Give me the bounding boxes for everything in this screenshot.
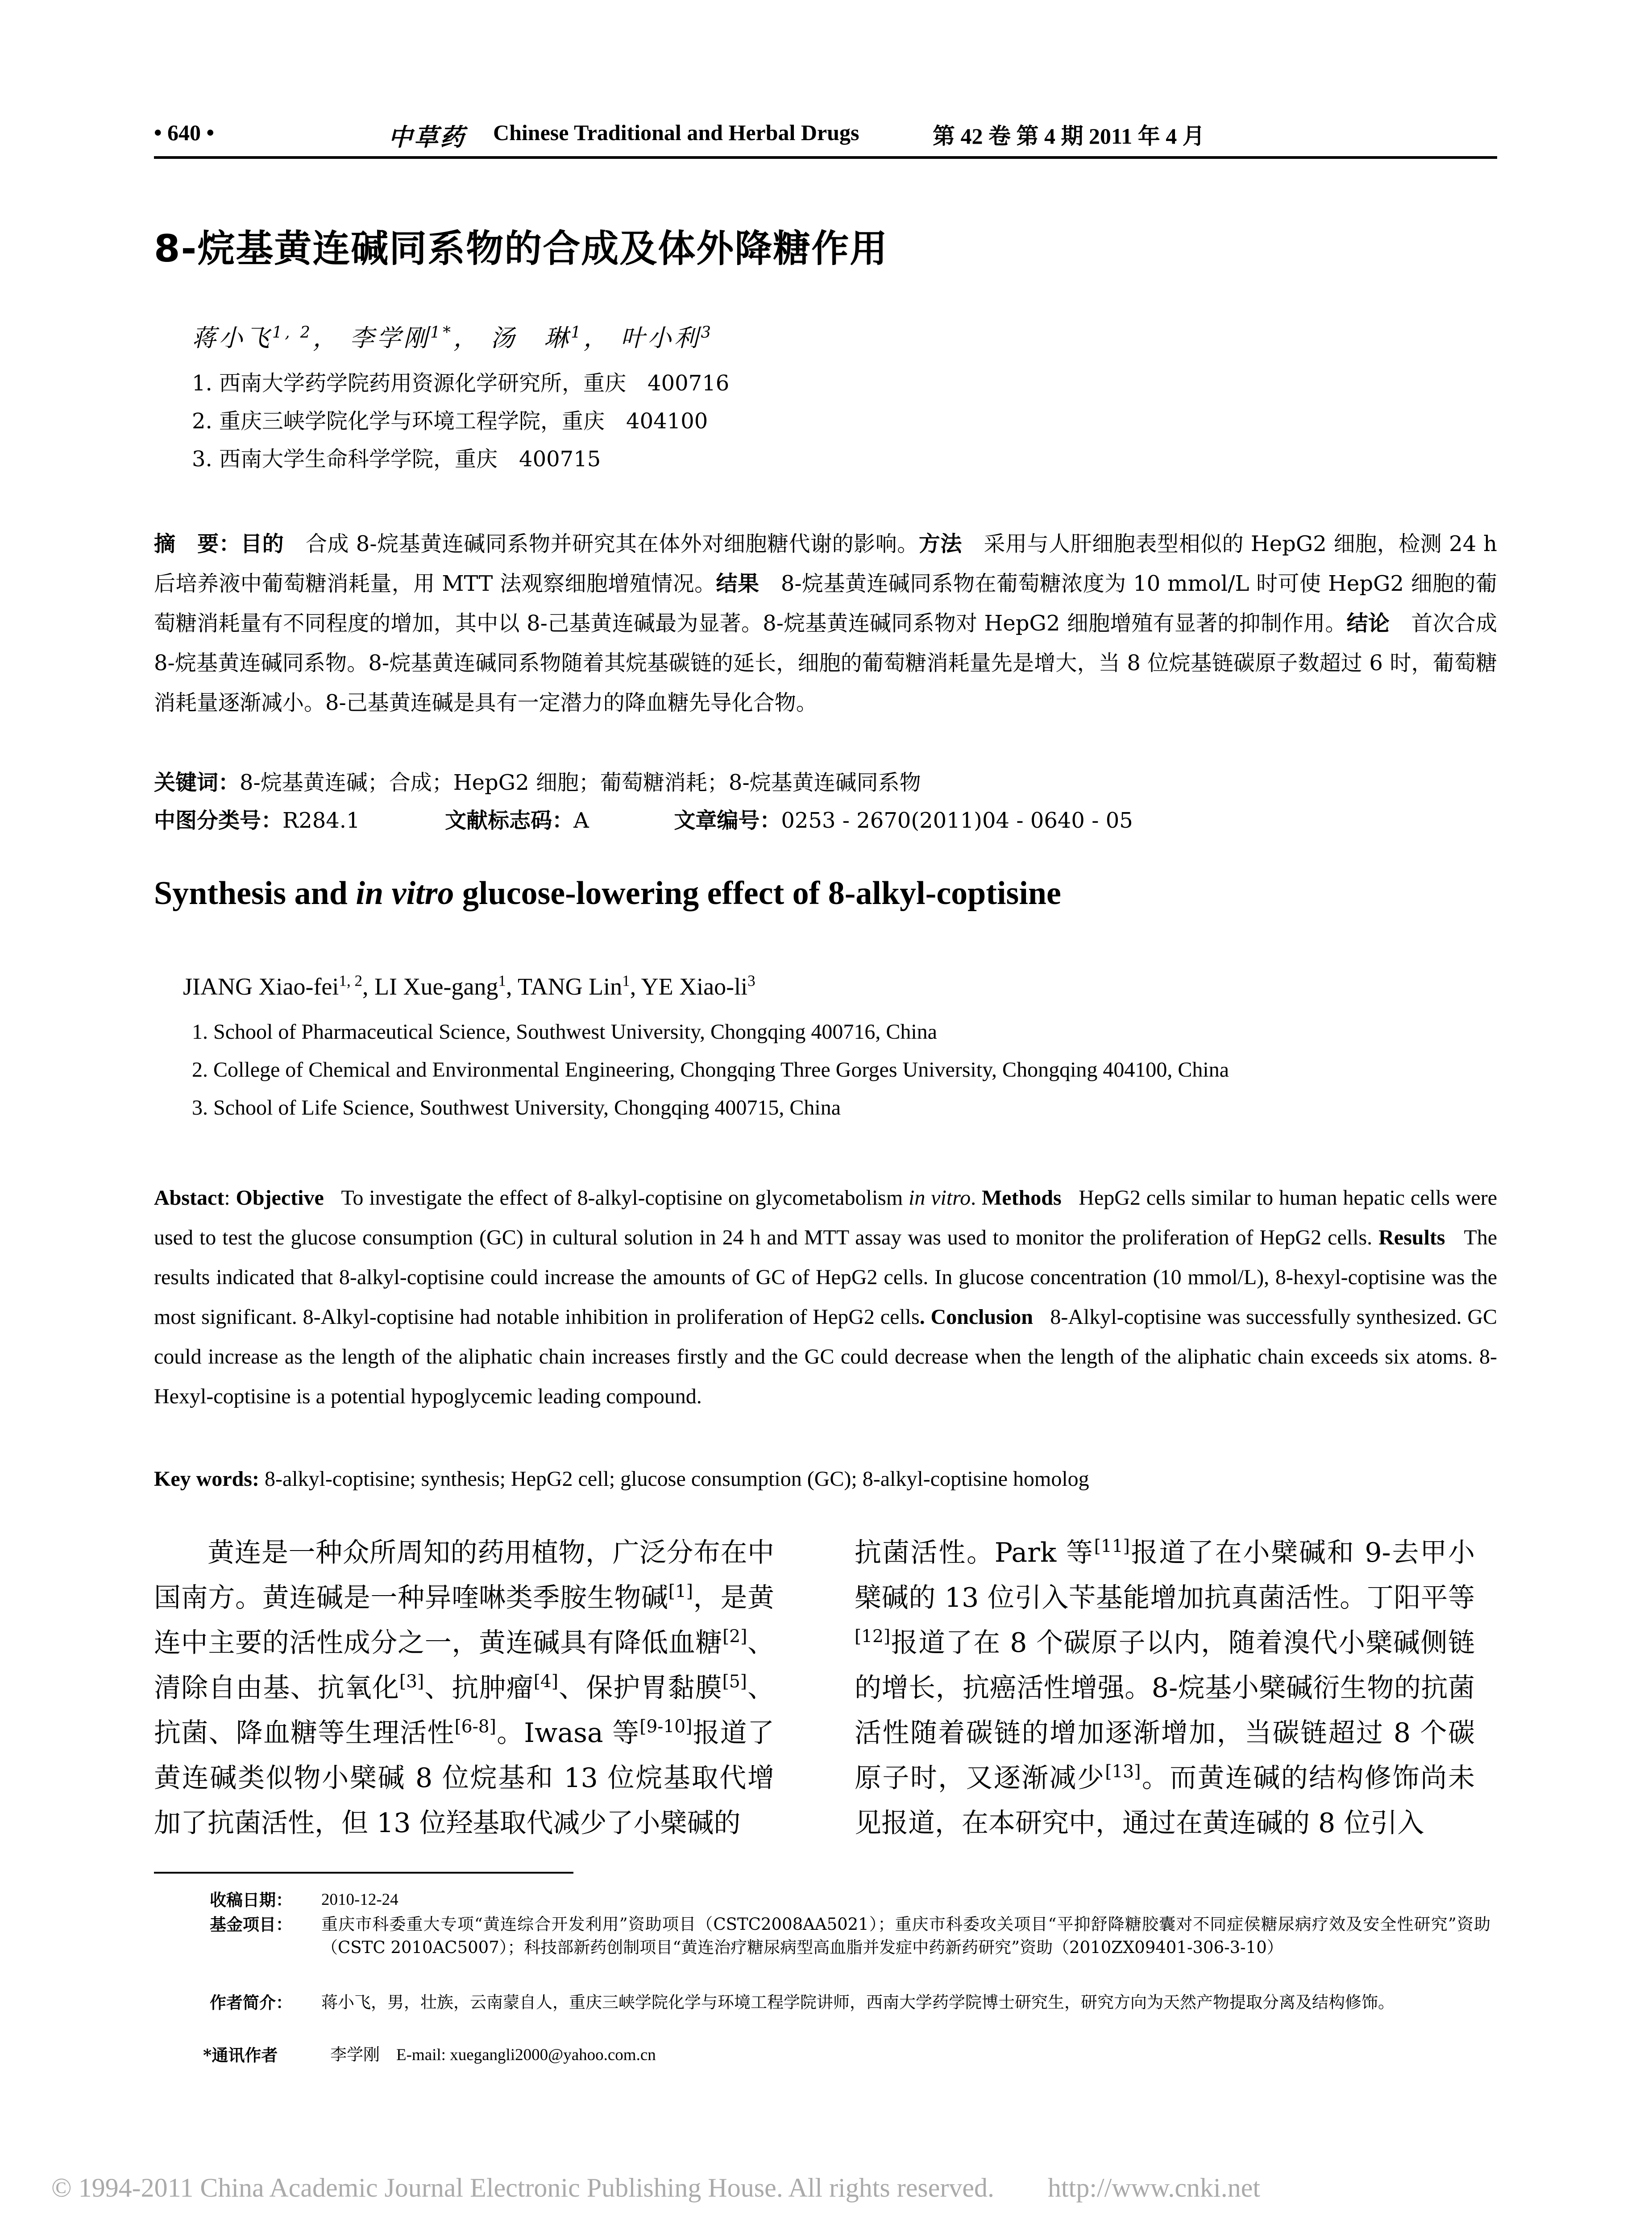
results-text: The results indicated that 8-alkyl-coptisine could increase the amounts of GC of HepG2 cells. In glucose concentration (10 mmol/L), 8-hexyl-coptisine was the most significant. 8-Alkyl-coptisine had notable inhibition in proliferation of HepG2 cells: [154, 1226, 1498, 1329]
abstract-en: Abstact: Objective To investigate the effect of 8-alkyl-coptisine on glycometabolism in vitro. Methods HepG2 cells similar to human hepatic cells were used to test the glucose consumption (GC) in cultural solution in 24 h and MTT assay was used to monitor the proliferation of HepG2 cells. Results The results indicated that 8-alkyl-coptisine could increase the amounts of GC of HepG2 cells. In glucose concentration (10 mmol/L), 8-hexyl-coptisine was the most significant. 8-Alkyl-coptisine had notable inhibition in proliferation of HepG2 cells. Conclusion 8-Alkyl-coptisine was successfully synthesized. GC could increase as the length of the aliphatic chain increases firstly and the GC could decrease when the length of the aliphatic chain exceeds six atoms. 8-Hexyl-coptisine is a potential hypoglycemic leading compound.: [154, 1186, 1498, 1408]
paper-title-en: [154, 875, 1061, 912]
body-column-left: [154, 1530, 774, 1846]
author-affiliation-mark: 1: [622, 972, 630, 990]
article-number-label: 文章编号：: [674, 808, 781, 833]
clc-value: R284.1: [282, 808, 360, 833]
keywords-text: 8-烷基黄连碱；合成；HepG2 细胞；葡萄糖消耗；8-烷基黄连碱同系物: [240, 770, 921, 795]
body-text: 报道了黄连碱类似物小檗碱 8 位烷基和 13 位烷基取代增加了抗菌活性，但 13 位羟基取代减少了小檗碱的: [154, 1717, 775, 1839]
keywords-label: Key words:: [154, 1467, 259, 1491]
body-text: 、保护胃黏膜: [558, 1672, 722, 1704]
keywords-label: 关键词：: [154, 770, 240, 795]
journal-issue: 第 42 卷 第 4 期 2011 年 4 月: [933, 124, 1205, 149]
doc-code-value: A: [573, 808, 589, 833]
affiliation-en: 2. College of Chemical and Environmental Engineering, Chongqing Three Gorges University, Chongqing 404100, China: [192, 1058, 1229, 1082]
abstract-label: 摘 要：: [154, 531, 241, 556]
header-rule: [154, 156, 1497, 159]
body-text: 、清除自由基、抗氧化: [154, 1627, 774, 1704]
objective-label: Objective: [236, 1186, 324, 1210]
journal-title-cn: 中草药: [388, 123, 466, 151]
methods-label: Methods: [982, 1186, 1062, 1210]
author-affiliation-mark: 3: [747, 972, 755, 990]
keywords-text: 8-alkyl-coptisine; synthesis; HepG2 cell; glucose consumption (GC); 8-alkyl-coptisine homolog: [264, 1467, 1089, 1491]
citation: [9-10]: [639, 1717, 693, 1737]
methods-text: 采用与人肝细胞表型相似的 HepG2 细胞，检测 24 h 后培养液中葡萄糖消耗量，用 MTT 法观察细胞增殖情况。: [154, 531, 1497, 596]
citation: [4]: [533, 1671, 558, 1692]
abstract-label: Abstact: [154, 1186, 224, 1210]
body-text: 抗菌活性。Park 等: [855, 1537, 1094, 1568]
author-name: JIANG Xiao-fei: [183, 973, 339, 1000]
affiliation-cn: 2. 重庆三峡学院化学与环境工程学院，重庆 404100: [192, 409, 708, 434]
citation: [5]: [722, 1671, 747, 1692]
author-bio-label: 作者简介：: [210, 1993, 292, 2012]
affiliation-cn: 3. 西南大学生命科学学院，重庆 400715: [192, 447, 601, 472]
results-text: 8-烷基黄连碱同系物在葡萄糖浓度为 10 mmol/L 时可使 HepG2 细胞的葡萄糖消耗量有不同程度的增加，其中以 8-己基黄连碱最为显著。8-烷基黄连碱同系物对 HepG2 细胞增殖有显著的抑制作用。: [154, 571, 1497, 636]
article-number-value: 0253 - 2670(2011)04 - 0640 - 05: [781, 808, 1133, 833]
keywords-en: [154, 1459, 1497, 1499]
results-label: Results: [1378, 1226, 1445, 1249]
received-date: 2010-12-24: [321, 1891, 398, 1909]
author-name: , YE Xiao-li: [630, 973, 748, 1000]
conclusion-label: 结论: [1346, 611, 1390, 636]
body-text: 、抗菌、降血糖等生理活性: [154, 1672, 775, 1749]
author-name: 叶小利: [620, 324, 701, 352]
author-name: , LI Xue-gang: [362, 973, 498, 1000]
author-affiliation-mark: 3: [701, 323, 714, 342]
body-text: 报道了在小檗碱和 9-去甲小檗碱的 13 位引入苄基能增加抗真菌活性。丁阳平等: [855, 1537, 1475, 1613]
title-part: glucose-lowering effect of 8-alkyl-coptisine: [454, 875, 1061, 912]
conclusion-label: Conclusion: [930, 1305, 1033, 1329]
paper-title-cn: 8-烷基黄连碱同系物的合成及体外降糖作用: [154, 227, 888, 270]
authors-cn: 蒋小飞$^{1, 2}$， 李学刚$^{1*}$， 汤 琳$^1$， 叶小利$^3$: [192, 323, 714, 352]
classification-line: [154, 801, 1497, 841]
corresponding-text: 李学刚 E-mail: xuegangli2000@yahoo.com.cn: [330, 2046, 656, 2064]
received-label: 收稿日期：: [210, 1890, 292, 1910]
page-number: • 640 •: [154, 120, 215, 145]
author-affiliation-mark: 1*: [430, 323, 453, 342]
conclusion-text: 8-Alkyl-coptisine was successfully synthesized. GC could increase as the length of the aliphatic chain increases firstly and the GC could decrease when the length of the aliphatic chain exceeds six atoms. 8-Hexyl-coptisine is a potential hypoglycemic leading compound.: [154, 1305, 1498, 1408]
citation: [11]: [1094, 1536, 1130, 1557]
authors-en: [183, 973, 755, 1000]
title-italic-part: in vitro: [356, 875, 454, 912]
author-affiliation-mark: 1: [498, 972, 506, 990]
body-text: 。Iwasa 等: [496, 1717, 640, 1749]
methods-text: HepG2 cells similar to human hepatic cells were used to test the glucose consumption (GC) in cultural solution in 24 h and MTT assay was used to monitor the proliferation of HepG2 cells.: [154, 1186, 1498, 1249]
results-label: 结果: [716, 571, 760, 596]
citation: [6-8]: [454, 1717, 496, 1737]
citation: [2]: [722, 1626, 747, 1647]
keywords-cn: [154, 763, 1497, 803]
objective-label: 目的: [241, 531, 284, 556]
footnote-rule: [154, 1872, 573, 1874]
objective-italic: in vitro: [909, 1186, 971, 1210]
author-affiliation-mark: 1, 2: [272, 323, 313, 342]
author-affiliation-mark: 1: [571, 323, 584, 342]
conclusion-text: 首次合成 8-烷基黄连碱同系物。8-烷基黄连碱同系物随着其烷基碳链的延长，细胞的葡萄糖消耗量先是增大，当 8 位烷基链碳原子数超过 6 时，葡萄糖消耗量逐渐减小。8-己基黄连碱是具有一定潜力的降血糖先导化合物。: [154, 611, 1497, 715]
body-text: 黄连是一种众所周知的药用植物，广泛分布在中国南方。黄连碱是一种异喹啉类季胺生物碱: [154, 1537, 774, 1613]
author-name: 李学刚: [350, 324, 431, 352]
methods-label: 方法: [918, 531, 962, 556]
citation: [3]: [399, 1671, 424, 1692]
body-text: ，是黄连中主要的活性成分之一，黄连碱具有降低血糖: [154, 1582, 775, 1659]
citation: [12]: [855, 1626, 891, 1647]
objective-end: .: [971, 1186, 976, 1210]
title-part: Synthesis and: [154, 875, 356, 912]
objective-text: To investigate the effect of 8-alkyl-coptisine on glycometabolism: [341, 1186, 909, 1210]
body-text: 报道了在 8 个碳原子以内，随着溴代小檗碱侧链的增长，抗癌活性增强。8-烷基小檗碱衍生物的抗菌活性随着碳链的增加逐渐增加，当碳链超过 8 个碳原子时，又逐渐减少: [855, 1627, 1475, 1794]
body-column-right: [855, 1530, 1475, 1846]
objective-text: 合成 8-烷基黄连碱同系物并研究其在体外对细胞糖代谢的影响。: [305, 531, 919, 556]
affiliation-en: 3. School of Life Science, Southwest University, Chongqing 400715, China: [192, 1096, 841, 1120]
body-text: 、抗肿瘤: [424, 1672, 534, 1704]
author-name: 汤 琳: [490, 324, 571, 352]
fund-text: 重庆市科委重大专项“黄连综合开发利用”资助项目（CSTC2008AA5021）；重庆市科委攻关项目“平抑舒降糖胶囊对不同症侯糖尿病疗效及安全性研究”资助（CSTC 2010AC5007）；科技部新药创制项目“黄连治疗糖尿病型高血脂并发症中药新药研究”资助（2010ZX09401-306-3-10）: [321, 1915, 1490, 1957]
fund-label: 基金项目：: [210, 1915, 292, 1934]
author-bio-text: 蒋小飞，男，壮族，云南蒙自人，重庆三峡学院化学与环境工程学院讲师，西南大学药学院博士研究生，研究方向为天然产物提取分离及结构修饰。: [321, 1993, 1395, 2012]
doc-code-label: 文献标志码：: [445, 808, 574, 833]
author-affiliation-mark: 1, 2: [339, 972, 363, 990]
affiliation-cn: 1. 西南大学药学院药用资源化学研究所，重庆 400716: [192, 371, 730, 396]
author-name: 蒋小飞: [192, 324, 272, 352]
body-text: 。而黄连碱的结构修饰尚未见报道，在本研究中，通过在黄连碱的 8 位引入: [855, 1762, 1475, 1839]
corresponding-label: *通讯作者: [203, 2045, 278, 2065]
abstract-cn: [154, 524, 1497, 723]
copyright-notice: © 1994-2011 China Academic Journal Electronic Publishing House. All rights reserved. http://www.cnki.net: [51, 2173, 1261, 2202]
affiliation-en: 1. School of Pharmaceutical Science, Southwest University, Chongqing 400716, China: [192, 1020, 937, 1044]
clc-label: 中图分类号：: [154, 808, 283, 833]
citation: [1]: [668, 1581, 693, 1602]
author-name: , TANG Lin: [506, 973, 623, 1000]
citation: [13]: [1105, 1762, 1141, 1782]
journal-title-en: Chinese Traditional and Herbal Drugs: [493, 120, 859, 145]
